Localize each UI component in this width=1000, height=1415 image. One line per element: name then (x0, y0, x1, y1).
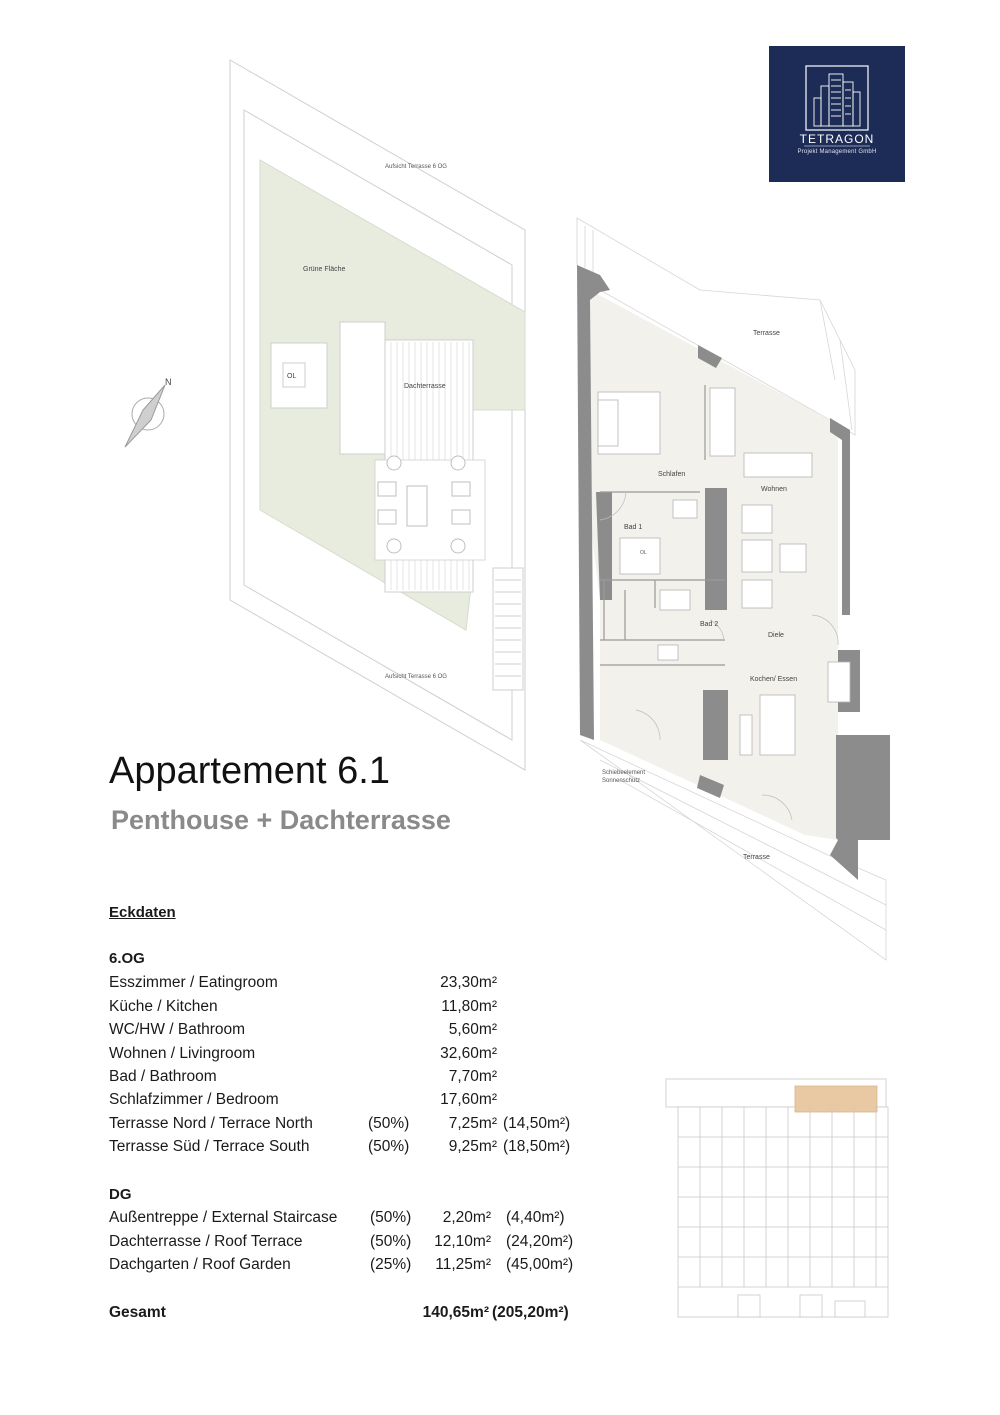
area-name: Terrasse Süd / Terrace South (109, 1138, 310, 1155)
label-ol-roof: OL (287, 373, 297, 380)
total-value: 140,65m² (422, 1304, 489, 1321)
area-value: 11,80m² (441, 998, 497, 1015)
label-north: N (165, 377, 172, 387)
label-terrasse-bottom: Terrasse (743, 854, 770, 861)
group-label-dg: DG (109, 1186, 132, 1203)
area-value: 9,25m² (448, 1138, 497, 1155)
logo-subtitle: Projekt Management GmbH (797, 149, 877, 155)
area-row (109, 1115, 589, 1135)
label-schlafen: Schlafen (658, 471, 686, 478)
label-bad1: Bad 1 (624, 524, 643, 531)
area-value: 23,30m² (440, 974, 497, 991)
group-label-6og: 6.OG (109, 950, 145, 967)
area-row (109, 1209, 589, 1229)
area-percent: (50%) (370, 1209, 412, 1226)
label-aufsicht-top: Aufsicht Terrasse 6 OG (385, 164, 447, 170)
area-name: Küche / Kitchen (109, 998, 218, 1015)
label-kochen-essen: Kochen/ Essen (750, 676, 798, 683)
area-value: 17,60m² (440, 1091, 497, 1108)
total-label: Gesamt (109, 1304, 166, 1321)
area-value: 32,60m² (440, 1045, 497, 1062)
total-row (109, 1304, 589, 1324)
area-row (109, 1233, 589, 1253)
building-elevation-drawing (660, 1075, 900, 1325)
area-value: 7,25m² (448, 1115, 497, 1132)
area-name: Wohnen / Livingroom (109, 1045, 256, 1062)
skylight-block (340, 322, 385, 454)
total-gross: (205,20m²) (492, 1304, 569, 1321)
area-percent: (50%) (368, 1138, 410, 1155)
area-gross: (18,50m²) (503, 1138, 571, 1155)
area-percent: (50%) (370, 1233, 412, 1250)
area-value: 11,25m² (435, 1256, 491, 1273)
area-value: 5,60m² (448, 1021, 497, 1038)
area-percent: (50%) (368, 1115, 410, 1132)
north-arrow-icon (125, 385, 165, 447)
external-staircase (493, 568, 523, 690)
area-name: Dachgarten / Roof Garden (109, 1256, 291, 1273)
label-ol-bad: OL (640, 550, 647, 556)
area-row (109, 1021, 589, 1041)
label-wohnen: Wohnen (761, 486, 787, 493)
area-name: Esszimmer / Eatingroom (109, 974, 278, 991)
area-row (109, 1138, 589, 1158)
label-terrasse-top: Terrasse (753, 330, 780, 337)
area-percent: (25%) (370, 1256, 412, 1273)
area-name: Terrasse Nord / Terrace North (109, 1115, 313, 1132)
label-schiebeelement: Schiebeelement (602, 770, 646, 776)
area-row (109, 1256, 589, 1276)
page-subtitle: Penthouse + Dachterrasse (111, 805, 451, 835)
area-name: Bad / Bathroom (109, 1068, 217, 1085)
label-dachterrasse: Dachterrasse (404, 383, 446, 390)
area-gross: (4,40m²) (506, 1209, 565, 1226)
area-row (109, 1068, 589, 1088)
area-row (109, 1045, 589, 1065)
area-value: 7,70m² (448, 1068, 497, 1085)
area-name: Schlafzimmer / Bedroom (109, 1091, 279, 1108)
label-gruene-flaeche: Grüne Fläche (303, 266, 346, 273)
roof-terrace-decking (375, 340, 485, 592)
area-value: 2,20m² (442, 1209, 491, 1226)
area-gross: (14,50m²) (503, 1115, 571, 1132)
section-heading: Eckdaten (109, 904, 176, 921)
logo-name: TETRAGON (799, 132, 875, 146)
area-name: WC/HW / Bathroom (109, 1021, 246, 1038)
label-bad2: Bad 2 (700, 621, 719, 628)
page-title: Appartement 6.1 (109, 750, 390, 792)
area-row (109, 974, 589, 994)
label-sonnenschutz: Sonnenschutz (602, 778, 641, 784)
area-row (109, 1091, 589, 1111)
area-value: 12,10m² (434, 1233, 491, 1250)
area-gross: (45,00m²) (506, 1256, 574, 1273)
label-aufsicht-bottom: Aufsicht Terrasse 6 OG (385, 674, 447, 680)
label-diele: Diele (768, 632, 784, 639)
area-row (109, 998, 589, 1018)
area-name: Außentreppe / External Staircase (109, 1209, 338, 1226)
area-gross: (24,20m²) (506, 1233, 574, 1250)
area-name: Dachterrasse / Roof Terrace (109, 1233, 303, 1250)
